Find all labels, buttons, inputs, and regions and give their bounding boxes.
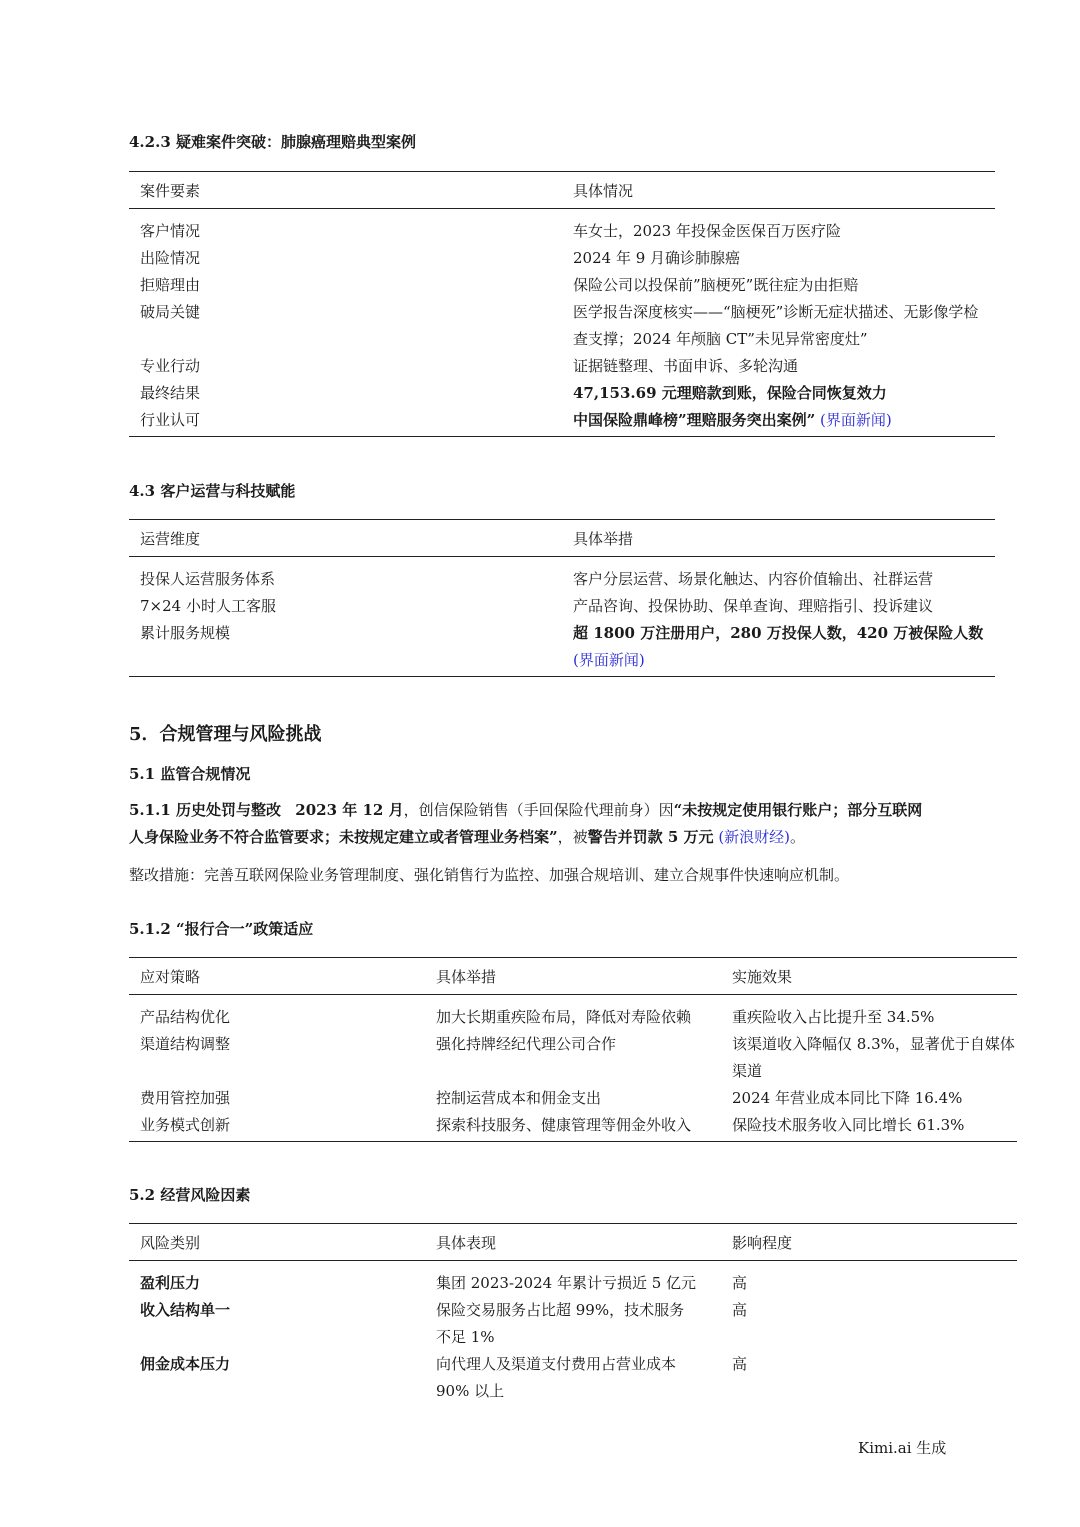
section-4-2-3-heading: 4.2.3 疑难案件突破：肺腺癌理赔典型案例 (129, 133, 416, 151)
policy-table (129, 957, 1017, 1142)
cell: 最终结果 (140, 384, 201, 402)
table-row (129, 1085, 1017, 1112)
table-row (129, 593, 995, 620)
table-row (129, 380, 995, 407)
table-row (129, 620, 995, 677)
table-row (129, 245, 995, 272)
cell: 保险公司以投保前”脑梗死”既往症为由拒赔 (573, 276, 859, 294)
cell: 2024 年营业成本同比下降 16.4% (732, 1089, 963, 1107)
cell: 强化持牌经纪代理公司合作 (436, 1035, 617, 1053)
column-header: 影响程度 (732, 1233, 793, 1252)
award-text: 中国保险鼎峰榜”理赔服务突出案例” (573, 411, 816, 429)
cell: 车女士，2023 年投保金医保百万医疗险 (573, 222, 841, 240)
table-row (129, 1261, 1017, 1298)
cell: 盈利压力 (140, 1274, 201, 1292)
section-5-heading: 5．合规管理与风险挑战 (129, 724, 322, 745)
cell: 投保人运营服务体系 (140, 570, 276, 588)
penalty-text-2: ，被 (557, 828, 588, 846)
remediation-paragraph: 整改措施：完善互联网保险业务管理制度、强化销售行为监控、加强合规培训、建立合规事件快速响应机制。 (129, 866, 850, 884)
cell: 行业认可 (140, 411, 201, 429)
source-link[interactable]: (界面新闻) (820, 411, 892, 429)
operations-table (129, 519, 995, 677)
table-row (129, 1112, 1017, 1142)
cell: 医学报告深度核实——“脑梗死”诊断无症状描述、无影像学检查支撑；2024 年颅脑 CT”未见异常密度灶” (573, 303, 979, 348)
cell: 7×24 小时人工客服 (140, 597, 276, 615)
column-header: 风险类别 (140, 1233, 201, 1252)
cell: 保险技术服务收入同比增长 61.3% (732, 1116, 965, 1134)
table-row (129, 1297, 1017, 1351)
section-5-1-1-lead: 5.1.1 历史处罚与整改 (129, 801, 281, 819)
cell: 控制运营成本和佣金支出 (436, 1089, 602, 1107)
cell: 高 (732, 1355, 748, 1373)
penalty-paragraph-line-1 (129, 797, 922, 824)
cell: 高 (732, 1274, 748, 1292)
risk-table (129, 1223, 1017, 1407)
cell: 客户情况 (140, 222, 201, 240)
cell: 累计服务规模 (140, 624, 231, 642)
footer-credit: Kimi.ai 生成 (858, 1439, 947, 1457)
penalty-date: 2023 年 12 月 (295, 801, 404, 819)
column-header: 具体情况 (573, 181, 634, 200)
cell (562, 407, 995, 437)
column-header: 具体表现 (436, 1233, 497, 1252)
table-header-row (129, 172, 995, 209)
cell: 产品咨询、投保协助、保单查询、理赔指引、投诉建议 (573, 597, 934, 615)
table-row (129, 272, 995, 299)
cell: 证据链整理、书面申诉、多轮沟通 (573, 357, 799, 375)
cell: 专业行动 (140, 357, 201, 375)
column-header: 实施效果 (732, 967, 793, 986)
table-row (129, 1031, 1017, 1085)
cell: 破局关键 (140, 303, 201, 321)
cell: 佣金成本压力 (140, 1355, 231, 1373)
table-row (129, 353, 995, 380)
cell: 拒赔理由 (140, 276, 201, 294)
table-row (129, 299, 995, 353)
cell: 重疾险收入占比提升至 34.5% (732, 1008, 935, 1026)
cell: 集团 2023-2024 年累计亏损近 5 亿元 (436, 1274, 697, 1292)
table-row (129, 995, 1017, 1032)
table-header-row (129, 958, 1017, 995)
column-header: 案件要素 (140, 181, 201, 200)
table-row (129, 407, 995, 437)
cell: 客户分层运营、场景化触达、内容价值输出、社群运营 (573, 570, 934, 588)
cell: 向代理人及渠道支付费用占营业成本 90% 以上 (436, 1355, 677, 1400)
penalty-paragraph-line-2 (129, 824, 805, 851)
cell: 业务模式创新 (140, 1116, 231, 1134)
cell: 保险交易服务占比超 99%，技术服务不足 1% (436, 1301, 685, 1346)
section-5-1-heading: 5.1 监管合规情况 (129, 765, 251, 783)
table-header-row (129, 1224, 1017, 1261)
source-link[interactable]: (界面新闻) (573, 651, 645, 669)
table-row (129, 1351, 1017, 1407)
case-table (129, 171, 995, 437)
penalty-amount: 警告并罚款 5 万元 (587, 828, 714, 846)
cell: 费用管控加强 (140, 1089, 231, 1107)
penalty-text: ，创信保险销售（手回保险代理前身）因 (403, 801, 674, 819)
column-header: 应对策略 (140, 967, 201, 986)
column-header: 运营维度 (140, 529, 201, 548)
section-5-1-2-heading: 5.1.2 “报行合一”政策适应 (129, 920, 314, 938)
violation-quote-cont: 人身保险业务不符合监管要求；未按规定建立或者管理业务档案” (129, 828, 558, 846)
column-header: 具体举措 (573, 529, 634, 548)
section-5-2-heading: 5.2 经营风险因素 (129, 1186, 251, 1204)
source-link[interactable]: (新浪财经) (718, 828, 791, 846)
cell: 出险情况 (140, 249, 201, 267)
cell: 探索科技服务、健康管理等佣金外收入 (436, 1116, 692, 1134)
table-header-row (129, 520, 995, 557)
scale-text: 超 1800 万注册用户，280 万投保人数，420 万被保险人数 (573, 624, 984, 642)
cell: 2024 年 9 月确诊肺腺癌 (573, 249, 741, 267)
table-row (129, 557, 995, 594)
cell: 收入结构单一 (140, 1301, 231, 1319)
column-header: 具体举措 (436, 967, 497, 986)
section-4-3-heading: 4.3 客户运营与科技赋能 (129, 482, 296, 500)
period: 。 (790, 828, 806, 846)
cell: 渠道结构调整 (140, 1035, 231, 1053)
cell: 47,153.69 元理赔款到账，保险合同恢复效力 (573, 384, 887, 402)
table-row (129, 209, 995, 246)
cell: 该渠道收入降幅仅 8.3%，显著优于自媒体渠道 (732, 1035, 1015, 1080)
cell: 产品结构优化 (140, 1008, 231, 1026)
cell: 高 (732, 1301, 748, 1319)
cell (562, 620, 995, 677)
cell: 加大长期重疾险布局，降低对寿险依赖 (436, 1008, 692, 1026)
violation-quote: “未按规定使用银行账户；部分互联网 (673, 801, 923, 819)
